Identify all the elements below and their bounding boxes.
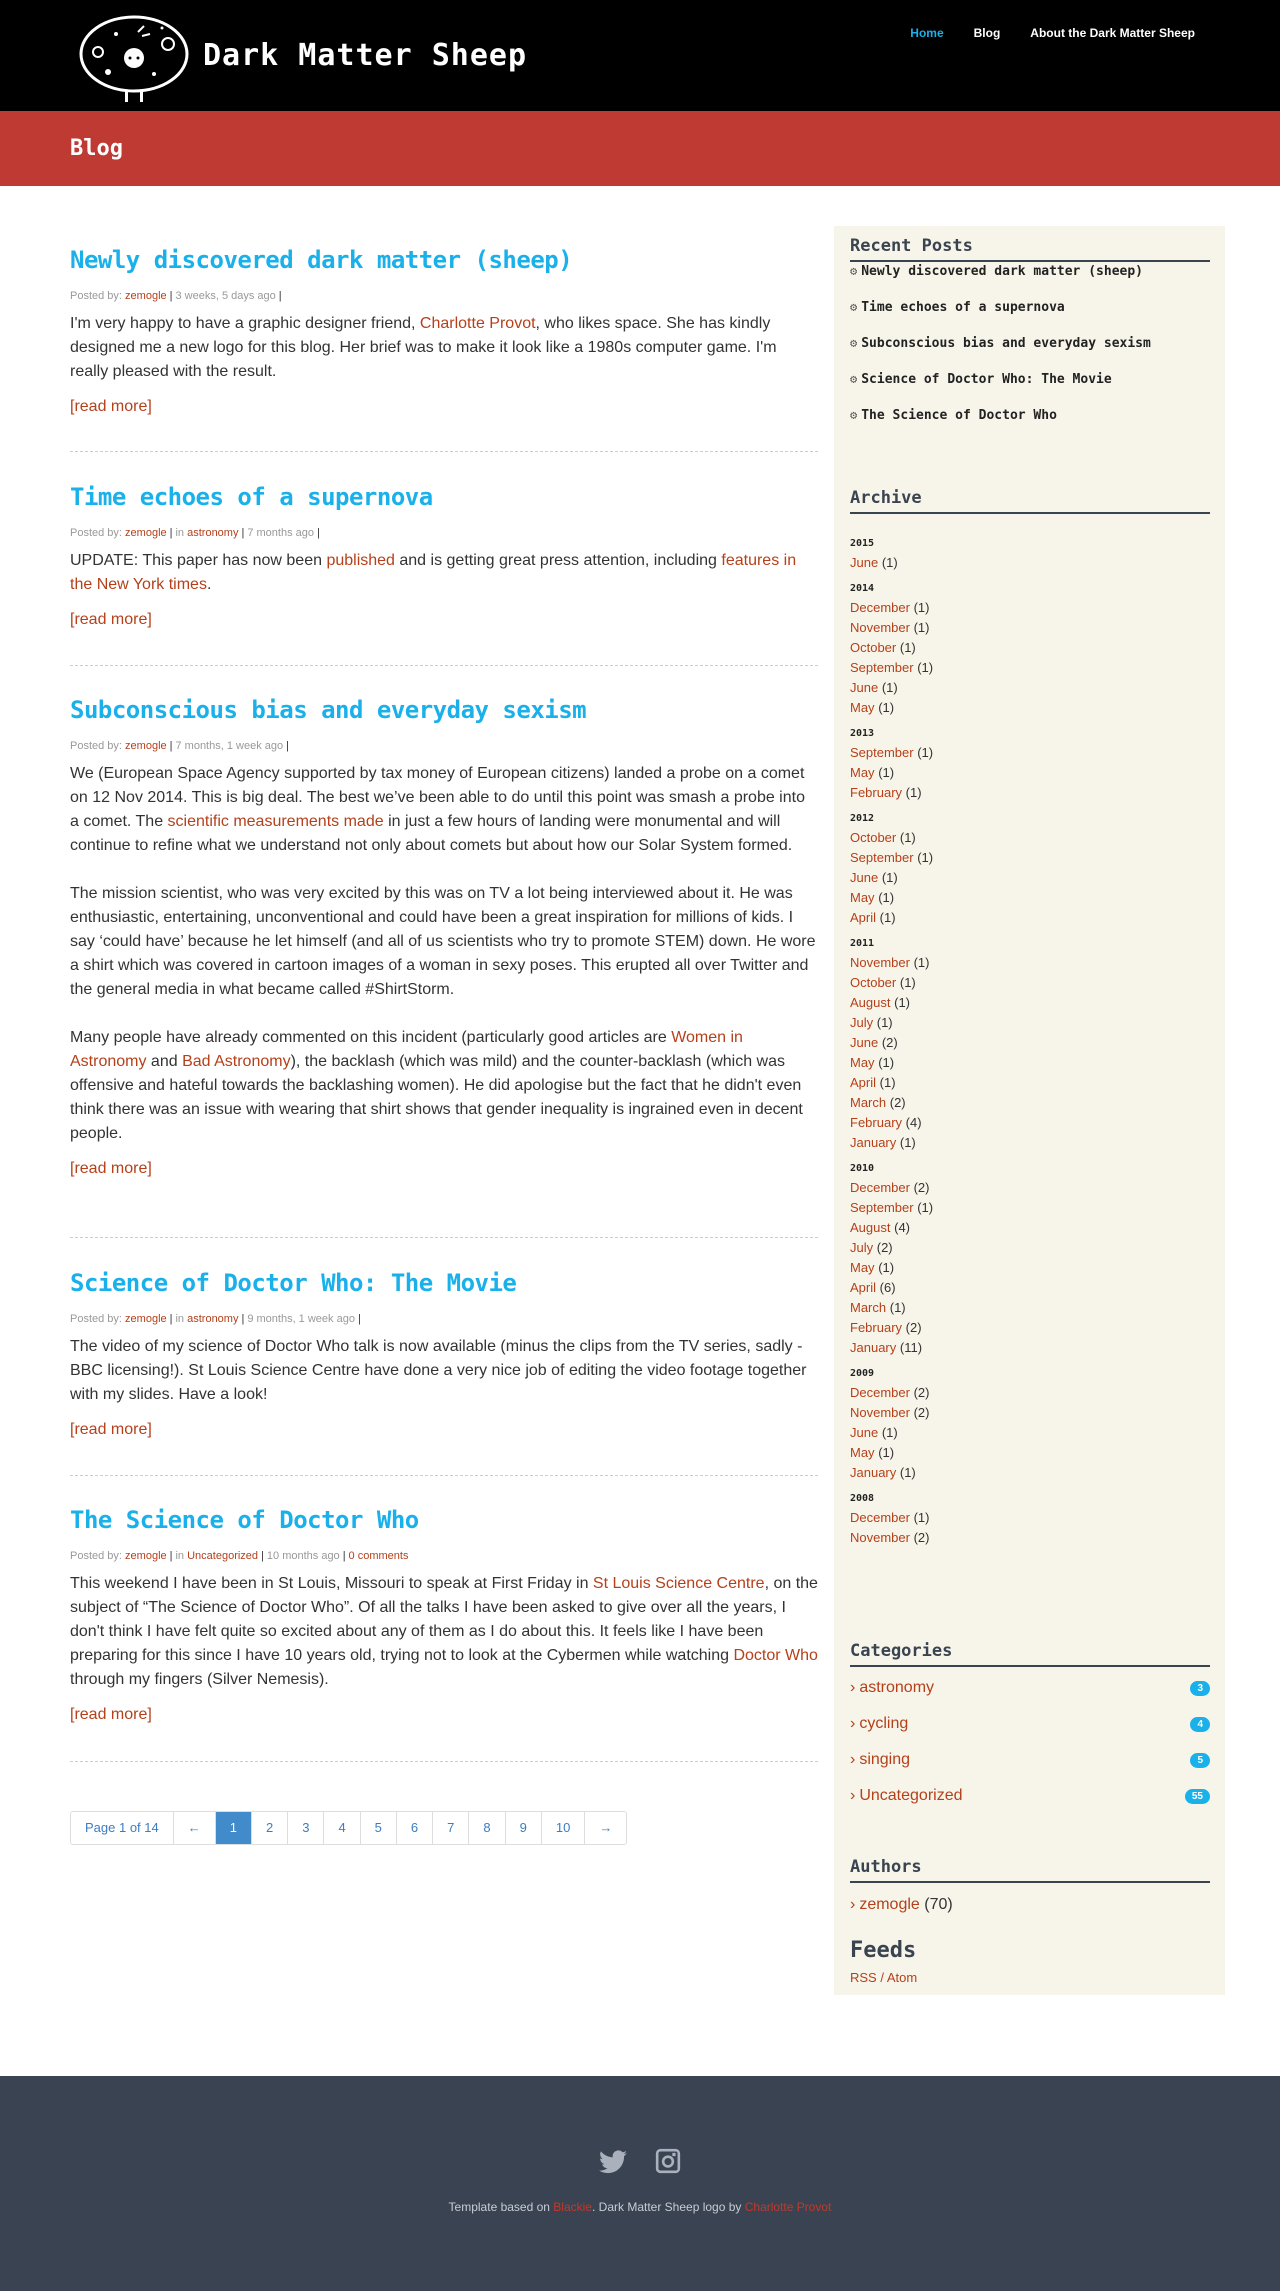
recent-post-item[interactable]: ⚙ The Science of Doctor Who <box>850 408 1057 423</box>
post-title[interactable]: Newly discovered dark matter (sheep) <box>70 246 573 274</box>
count-badge: 55 <box>1185 1789 1210 1804</box>
archive-count: (1) <box>878 1055 895 1070</box>
inline-link[interactable]: features in the New York times <box>70 552 797 593</box>
archive-month[interactable] <box>850 1218 1210 1238</box>
blackie-link[interactable]: Blackie <box>553 2200 592 2214</box>
read-more-link[interactable]: [read more] <box>70 1706 152 1723</box>
archive-count: (1) <box>878 1260 895 1275</box>
archive-month-link[interactable]: May <box>850 700 875 715</box>
recent-post-item[interactable]: ⚙ Science of Doctor Who: The Movie <box>850 372 1112 387</box>
nav-about[interactable]: About the Dark Matter Sheep <box>1030 26 1195 40</box>
archive-count: (2) <box>876 1240 893 1255</box>
archive-month[interactable] <box>850 743 1210 763</box>
chevron-right-icon: › <box>850 1787 856 1804</box>
post-divider <box>70 451 818 452</box>
category-link[interactable]: singing <box>859 1751 911 1768</box>
archive-month[interactable] <box>850 848 1210 868</box>
archive-month-link[interactable]: July <box>850 1015 874 1030</box>
archive-month-link[interactable]: July <box>850 1240 874 1255</box>
post-paragraph: Many people have already commented on this incident (particularly good articles are Women in Astronomy and Bad Astronomy), the backlash (which was mild) and the counter-backlash (which was offensive and hateful towards the backlashing women). He did apologise but the fact that he didn't even think there was an issue with wearing that shirt shows that gender inequality is ingrained even in decent people. <box>70 1029 803 1142</box>
category-link[interactable]: cycling <box>859 1715 909 1732</box>
archive-list <box>850 528 1210 1548</box>
page-3-button[interactable]: 3 <box>288 1812 324 1844</box>
inline-link[interactable]: Bad Astronomy <box>182 1053 291 1070</box>
archive-month-link[interactable]: May <box>850 765 875 780</box>
archive-count: (1) <box>917 1200 934 1215</box>
post-excerpt: The video of my science of Doctor Who talk is now available (minus the clips from the TV series, sadly - BBC licensing!). St Louis Science Centre have done a very nice job of editing the video footage together with my slides. Have a look! <box>70 1338 807 1403</box>
author-link[interactable]: zemogle <box>859 1896 920 1913</box>
archive-count: (1) <box>913 600 930 615</box>
post-title[interactable]: Subconscious bias and everyday sexism <box>70 696 587 724</box>
archive-count: (1) <box>899 640 916 655</box>
archive-month[interactable] <box>850 1423 1210 1443</box>
posted-by-label: Posted by: <box>70 740 122 752</box>
archive-count: (1) <box>899 1135 916 1150</box>
archive-month-link[interactable]: August <box>850 1220 891 1235</box>
categories-heading: Categories <box>850 1641 1210 1667</box>
feeds-heading: Feeds <box>850 1938 917 1963</box>
archive-count: (2) <box>881 1035 898 1050</box>
archive-month[interactable] <box>850 1443 1210 1463</box>
archive-month[interactable] <box>850 1298 1210 1318</box>
nav-blog[interactable]: Blog <box>973 26 1001 40</box>
pagination <box>70 1811 627 1845</box>
nav-home[interactable]: Home <box>910 26 944 40</box>
archive-month-link[interactable]: August <box>850 995 891 1010</box>
chevron-right-icon: › <box>850 1896 856 1913</box>
post <box>70 246 818 416</box>
author-count: (70) <box>924 1896 953 1913</box>
author-link[interactable]: zemogle <box>125 290 167 302</box>
twitter-icon[interactable] <box>599 2150 627 2174</box>
archive-count: (1) <box>876 1015 893 1030</box>
social-icons <box>0 2148 1280 2179</box>
footer <box>0 2076 1280 2291</box>
archive-month[interactable] <box>850 618 1210 638</box>
category-link[interactable]: Uncategorized <box>187 1550 259 1562</box>
authors-heading: Authors <box>850 1857 1210 1883</box>
post-time: 9 months, 1 week ago <box>247 1313 355 1325</box>
inline-link[interactable]: scientific measurements made <box>167 813 384 830</box>
archive-month[interactable] <box>850 973 1210 993</box>
page-6-button[interactable]: 6 <box>397 1812 433 1844</box>
post <box>70 696 818 1178</box>
archive-year: 2010 <box>850 1163 875 1174</box>
posted-by-label: Posted by: <box>70 1313 122 1325</box>
archive-count: (2) <box>913 1405 930 1420</box>
posted-by-label: Posted by: <box>70 527 122 539</box>
archive-month-link[interactable]: December <box>850 1385 910 1400</box>
archive-year: 2011 <box>850 938 875 949</box>
chevron-right-icon: › <box>850 1715 856 1732</box>
archive-month[interactable] <box>850 763 1210 783</box>
archive-month-link[interactable]: May <box>850 890 875 905</box>
archive-month[interactable] <box>850 1463 1210 1483</box>
page-8-button[interactable]: 8 <box>469 1812 505 1844</box>
archive-count: (1) <box>913 955 930 970</box>
archive-month-link[interactable]: November <box>850 1530 910 1545</box>
archive-month[interactable] <box>850 1198 1210 1218</box>
category-item[interactable] <box>850 1715 1210 1751</box>
post-meta: Posted by: zemogle | in Uncategorized | 10 months ago | 0 comments <box>70 1550 409 1562</box>
in-label: in <box>175 527 185 539</box>
archive-month-link[interactable]: April <box>850 1280 877 1295</box>
post-paragraph: We (European Space Agency supported by tax money of European citizens) landed a probe on a comet on 12 Nov 2014. This is big deal. The best we’ve been able to do until this point was smash a probe into a comet. The scientific measurements made in just a few hours of landing were monumental and will continue to refine what we understand not only about comets but about how our Solar System formed. <box>70 765 805 854</box>
archive-month[interactable] <box>850 1113 1210 1133</box>
post-divider <box>70 1475 818 1476</box>
archive-month-link[interactable]: September <box>850 1200 914 1215</box>
archive-month-link[interactable]: April <box>850 910 877 925</box>
archive-count: (2) <box>913 1385 930 1400</box>
cogs-icon: ⚙ <box>850 336 858 350</box>
archive-count: (2) <box>905 1320 922 1335</box>
archive-month-link[interactable]: April <box>850 1075 877 1090</box>
read-more-link[interactable]: [read more] <box>70 611 152 628</box>
post-meta: Posted by: zemogle | in astronomy | 7 months ago | <box>70 527 320 539</box>
archive-month[interactable] <box>850 1403 1210 1423</box>
archive-month[interactable] <box>850 598 1210 618</box>
category-item[interactable] <box>850 1787 1210 1823</box>
recent-posts-heading: Recent Posts <box>850 236 1210 262</box>
archive-month-link[interactable]: October <box>850 640 897 655</box>
in-label: in <box>175 1550 185 1562</box>
archive-month-link[interactable]: March <box>850 1300 887 1315</box>
archive-count: (1) <box>905 785 922 800</box>
archive-month[interactable] <box>850 1033 1210 1053</box>
archive-count: (1) <box>917 850 934 865</box>
archive-month[interactable] <box>850 1318 1210 1338</box>
archive-month-link[interactable]: February <box>850 1115 903 1130</box>
rss-atom-link[interactable]: RSS / Atom <box>850 1970 918 1985</box>
archive-count: (1) <box>878 765 895 780</box>
archive-month-link[interactable]: May <box>850 1445 875 1460</box>
next-page-button[interactable]: → <box>599 1820 613 1835</box>
top-header <box>0 0 1280 111</box>
in-label: in <box>175 1313 185 1325</box>
archive-month[interactable] <box>850 1053 1210 1073</box>
post-time: 7 months, 1 week ago <box>175 740 284 752</box>
archive-month-link[interactable]: November <box>850 1405 910 1420</box>
post-divider <box>70 665 818 666</box>
archive-month[interactable] <box>850 868 1210 888</box>
page-10-button[interactable]: 10 <box>542 1812 585 1844</box>
archive-month-link[interactable]: June <box>850 1035 879 1050</box>
inline-link[interactable]: Doctor Who <box>733 1647 818 1664</box>
post-divider <box>70 1761 818 1762</box>
archive-month-link[interactable]: January <box>850 1465 897 1480</box>
archive-count: (1) <box>894 995 910 1010</box>
site-title[interactable]: Dark Matter Sheep <box>203 38 528 73</box>
post-excerpt: I'm very happy to have a graphic designer friend, Charlotte Provot, who likes space. She has kindly designed me a new logo for this blog. Her brief was to make it look like a 1980s computer game. I'm really pleased with the result. <box>70 315 777 380</box>
archive-count: (1) <box>878 700 895 715</box>
archive-month[interactable] <box>850 1133 1210 1153</box>
author-link[interactable]: zemogle <box>125 1550 167 1562</box>
archive-month[interactable] <box>850 1093 1210 1113</box>
archive-count: (1) <box>917 660 934 675</box>
post-excerpt: UPDATE: This paper has now been published and is getting great press attention, including features in the New York times. <box>70 552 797 593</box>
archive-month[interactable] <box>850 1238 1210 1258</box>
archive-month[interactable] <box>850 1528 1210 1548</box>
archive-count: (1) <box>878 1445 895 1460</box>
archive-count: (2) <box>913 1530 930 1545</box>
post-meta: Posted by: zemogle | in astronomy | 9 months, 1 week ago | <box>70 1313 361 1325</box>
category-link[interactable]: Uncategorized <box>859 1787 963 1804</box>
archive-count: (2) <box>913 1180 930 1195</box>
recent-post-item[interactable]: ⚙ Subconscious bias and everyday sexism <box>850 336 1151 351</box>
category-item[interactable] <box>850 1679 1210 1715</box>
archive-count: (1) <box>917 745 934 760</box>
archive-year: 2013 <box>850 728 875 739</box>
author-link[interactable]: zemogle <box>125 527 167 539</box>
archive-month[interactable] <box>850 1278 1210 1298</box>
posted-by-label: Posted by: <box>70 1550 122 1562</box>
archive-month-link[interactable]: December <box>850 600 910 615</box>
archive-month[interactable] <box>850 993 1210 1013</box>
inline-link[interactable]: St Louis Science Centre <box>592 1575 765 1592</box>
archive-month[interactable] <box>850 953 1210 973</box>
author-link[interactable]: zemogle <box>125 1313 167 1325</box>
post-time: 7 months ago <box>247 527 314 539</box>
archive-month[interactable] <box>850 908 1210 928</box>
category-item[interactable] <box>850 1751 1210 1787</box>
post <box>70 1269 818 1439</box>
archive-month-link[interactable]: December <box>850 1180 910 1195</box>
page-9-button[interactable]: 9 <box>506 1812 542 1844</box>
page-title: Blog <box>70 136 123 161</box>
archive-year: 2015 <box>850 538 875 549</box>
page-1-button[interactable]: 1 <box>216 1812 252 1844</box>
archive-month[interactable] <box>850 1508 1210 1528</box>
archive-month[interactable] <box>850 658 1210 678</box>
archive-month-link[interactable]: September <box>850 745 914 760</box>
read-more-link[interactable]: [read more] <box>70 398 152 415</box>
post-paragraph: The mission scientist, who was very excited by this was on TV a lot being interviewed about it. He was enthusiastic, entertaining, unconventional and could have been a great inspiration for millions of kids. I say ‘could have’ because he let himself (and all of us scientists who try to promote STEM) down. He wore a shirt which was covered in cartoon images of a woman in sexy poses. This erupted all over Twitter and the general media in what became called #ShirtStorm. <box>70 885 816 998</box>
cogs-icon: ⚙ <box>850 408 858 422</box>
category-link[interactable]: astronomy <box>859 1679 935 1696</box>
archive-month-link[interactable]: December <box>850 1510 910 1525</box>
read-more-link[interactable]: [read more] <box>70 1421 152 1438</box>
recent-post-item[interactable]: ⚙ Newly discovered dark matter (sheep) <box>850 264 1143 279</box>
archive-count: (1) <box>899 830 916 845</box>
archive-count: (1) <box>881 870 898 885</box>
read-more-link[interactable]: [read more] <box>70 1160 152 1177</box>
archive-count: (1) <box>881 680 898 695</box>
page-banner <box>0 111 1280 186</box>
author-item[interactable] <box>850 1896 1210 1932</box>
count-badge: 5 <box>1190 1753 1210 1768</box>
archive-count: (1) <box>881 1425 898 1440</box>
chevron-right-icon: › <box>850 1679 856 1696</box>
footer-credit: Template based on Blackie. Dark Matter Sheep logo by Charlotte Provot <box>448 2200 832 2214</box>
recent-posts-list <box>850 264 1210 444</box>
post-time: 3 weeks, 5 days ago <box>175 290 276 302</box>
categories-list <box>850 1679 1210 1823</box>
archive-year: 2012 <box>850 813 875 824</box>
archive-month-link[interactable]: September <box>850 850 914 865</box>
archive-month-link[interactable]: November <box>850 955 910 970</box>
category-link[interactable]: astronomy <box>187 527 239 539</box>
post <box>70 483 818 629</box>
post-title[interactable]: Science of Doctor Who: The Movie <box>70 1269 517 1297</box>
archive-count: (1) <box>899 975 916 990</box>
archive-count: (4) <box>905 1115 922 1130</box>
archive-count: (1) <box>913 620 930 635</box>
archive-month-link[interactable]: October <box>850 975 897 990</box>
archive-month-link[interactable]: September <box>850 660 914 675</box>
archive-month-link[interactable]: January <box>850 1340 897 1355</box>
instagram-icon[interactable] <box>655 2148 681 2174</box>
archive-month-link[interactable]: June <box>850 555 879 570</box>
archive-heading: Archive <box>850 488 1210 514</box>
archive-month-link[interactable]: May <box>850 1055 875 1070</box>
archive-year: 2009 <box>850 1368 875 1379</box>
cogs-icon: ⚙ <box>850 300 858 314</box>
page-7-button[interactable]: 7 <box>433 1812 469 1844</box>
archive-count: (1) <box>881 555 898 570</box>
count-badge: 4 <box>1190 1717 1210 1732</box>
post-title[interactable]: Time echoes of a supernova <box>70 483 433 511</box>
archive-month-link[interactable]: October <box>850 830 897 845</box>
main-nav <box>880 26 1195 40</box>
archive-month[interactable] <box>850 553 1210 573</box>
archive-count: (1) <box>878 890 895 905</box>
cogs-icon: ⚙ <box>850 372 858 386</box>
archive-month[interactable] <box>850 1338 1210 1358</box>
archive-month[interactable] <box>850 1258 1210 1278</box>
cogs-icon: ⚙ <box>850 264 858 278</box>
archive-count: (1) <box>899 1465 916 1480</box>
page-2-button[interactable]: 2 <box>252 1812 288 1844</box>
archive-count: (4) <box>894 1220 910 1235</box>
archive-month[interactable] <box>850 888 1210 908</box>
comments-link[interactable]: 0 comments <box>348 1550 409 1562</box>
posted-by-label: Posted by: <box>70 290 122 302</box>
inline-link[interactable]: published <box>326 552 395 569</box>
archive-count: (1) <box>879 1075 896 1090</box>
sidebar <box>834 226 1225 1995</box>
sheep-logo-icon[interactable] <box>78 14 190 104</box>
archive-month[interactable] <box>850 1013 1210 1033</box>
inline-link[interactable]: Charlotte Provot <box>419 315 536 332</box>
archive-month-link[interactable]: February <box>850 1320 903 1335</box>
archive-month[interactable] <box>850 1073 1210 1093</box>
archive-month-link[interactable]: March <box>850 1095 887 1110</box>
archive-count: (1) <box>889 1300 906 1315</box>
archive-month[interactable] <box>850 1178 1210 1198</box>
archive-month-link[interactable]: January <box>850 1135 897 1150</box>
archive-count: (2) <box>889 1095 906 1110</box>
archive-month[interactable] <box>850 638 1210 658</box>
archive-month[interactable] <box>850 678 1210 698</box>
category-link[interactable]: astronomy <box>187 1313 239 1325</box>
inline-link[interactable]: Women in Astronomy <box>70 1029 743 1070</box>
author-link[interactable]: zemogle <box>125 740 167 752</box>
archive-count: (11) <box>899 1340 923 1355</box>
post-title[interactable]: The Science of Doctor Who <box>70 1506 419 1534</box>
post-divider <box>70 1237 818 1238</box>
archive-year: 2014 <box>850 583 875 594</box>
archive-month[interactable] <box>850 698 1210 718</box>
archive-month[interactable] <box>850 1383 1210 1403</box>
archive-month-link[interactable]: June <box>850 870 879 885</box>
prev-page-button[interactable]: ← <box>174 1812 216 1844</box>
archive-month[interactable] <box>850 783 1210 803</box>
post-meta: Posted by: zemogle | 3 weeks, 5 days ago | <box>70 290 282 302</box>
post-excerpt: This weekend I have been in St Louis, Missouri to speak at First Friday in St Louis Science Centre, on the subject of “The Science of Doctor Who”. Of all the talks I have been asked to give over all the years, I don't think I have felt quite so excited about any of them as I do about this. It feels like I have been preparing for this since I have 10 years old, trying not to look at the Cybermen while watching Doctor Who through my fingers (Silver Nemesis). <box>70 1575 818 1688</box>
designer-link[interactable]: Charlotte Provot <box>744 2200 832 2214</box>
archive-month-link[interactable]: November <box>850 620 910 635</box>
archive-count: (1) <box>879 910 896 925</box>
archive-count: (6) <box>879 1280 896 1295</box>
archive-month-link[interactable]: June <box>850 680 879 695</box>
page-4-button[interactable]: 4 <box>324 1812 360 1844</box>
count-badge: 3 <box>1190 1681 1210 1696</box>
archive-month-link[interactable]: February <box>850 785 903 800</box>
recent-post-item[interactable]: ⚙ Time echoes of a supernova <box>850 300 1065 315</box>
page-of-label: Page 1 of 14 <box>71 1812 174 1844</box>
archive-month[interactable] <box>850 828 1210 848</box>
archive-count: (1) <box>913 1510 930 1525</box>
page-5-button[interactable]: 5 <box>361 1812 397 1844</box>
archive-month-link[interactable]: June <box>850 1425 879 1440</box>
post-meta: Posted by: zemogle | 7 months, 1 week ago | <box>70 740 289 752</box>
archive-month-link[interactable]: May <box>850 1260 875 1275</box>
post-time: 10 months ago <box>266 1550 340 1562</box>
post <box>70 1506 818 1724</box>
chevron-right-icon: › <box>850 1751 856 1768</box>
archive-year: 2008 <box>850 1493 875 1504</box>
